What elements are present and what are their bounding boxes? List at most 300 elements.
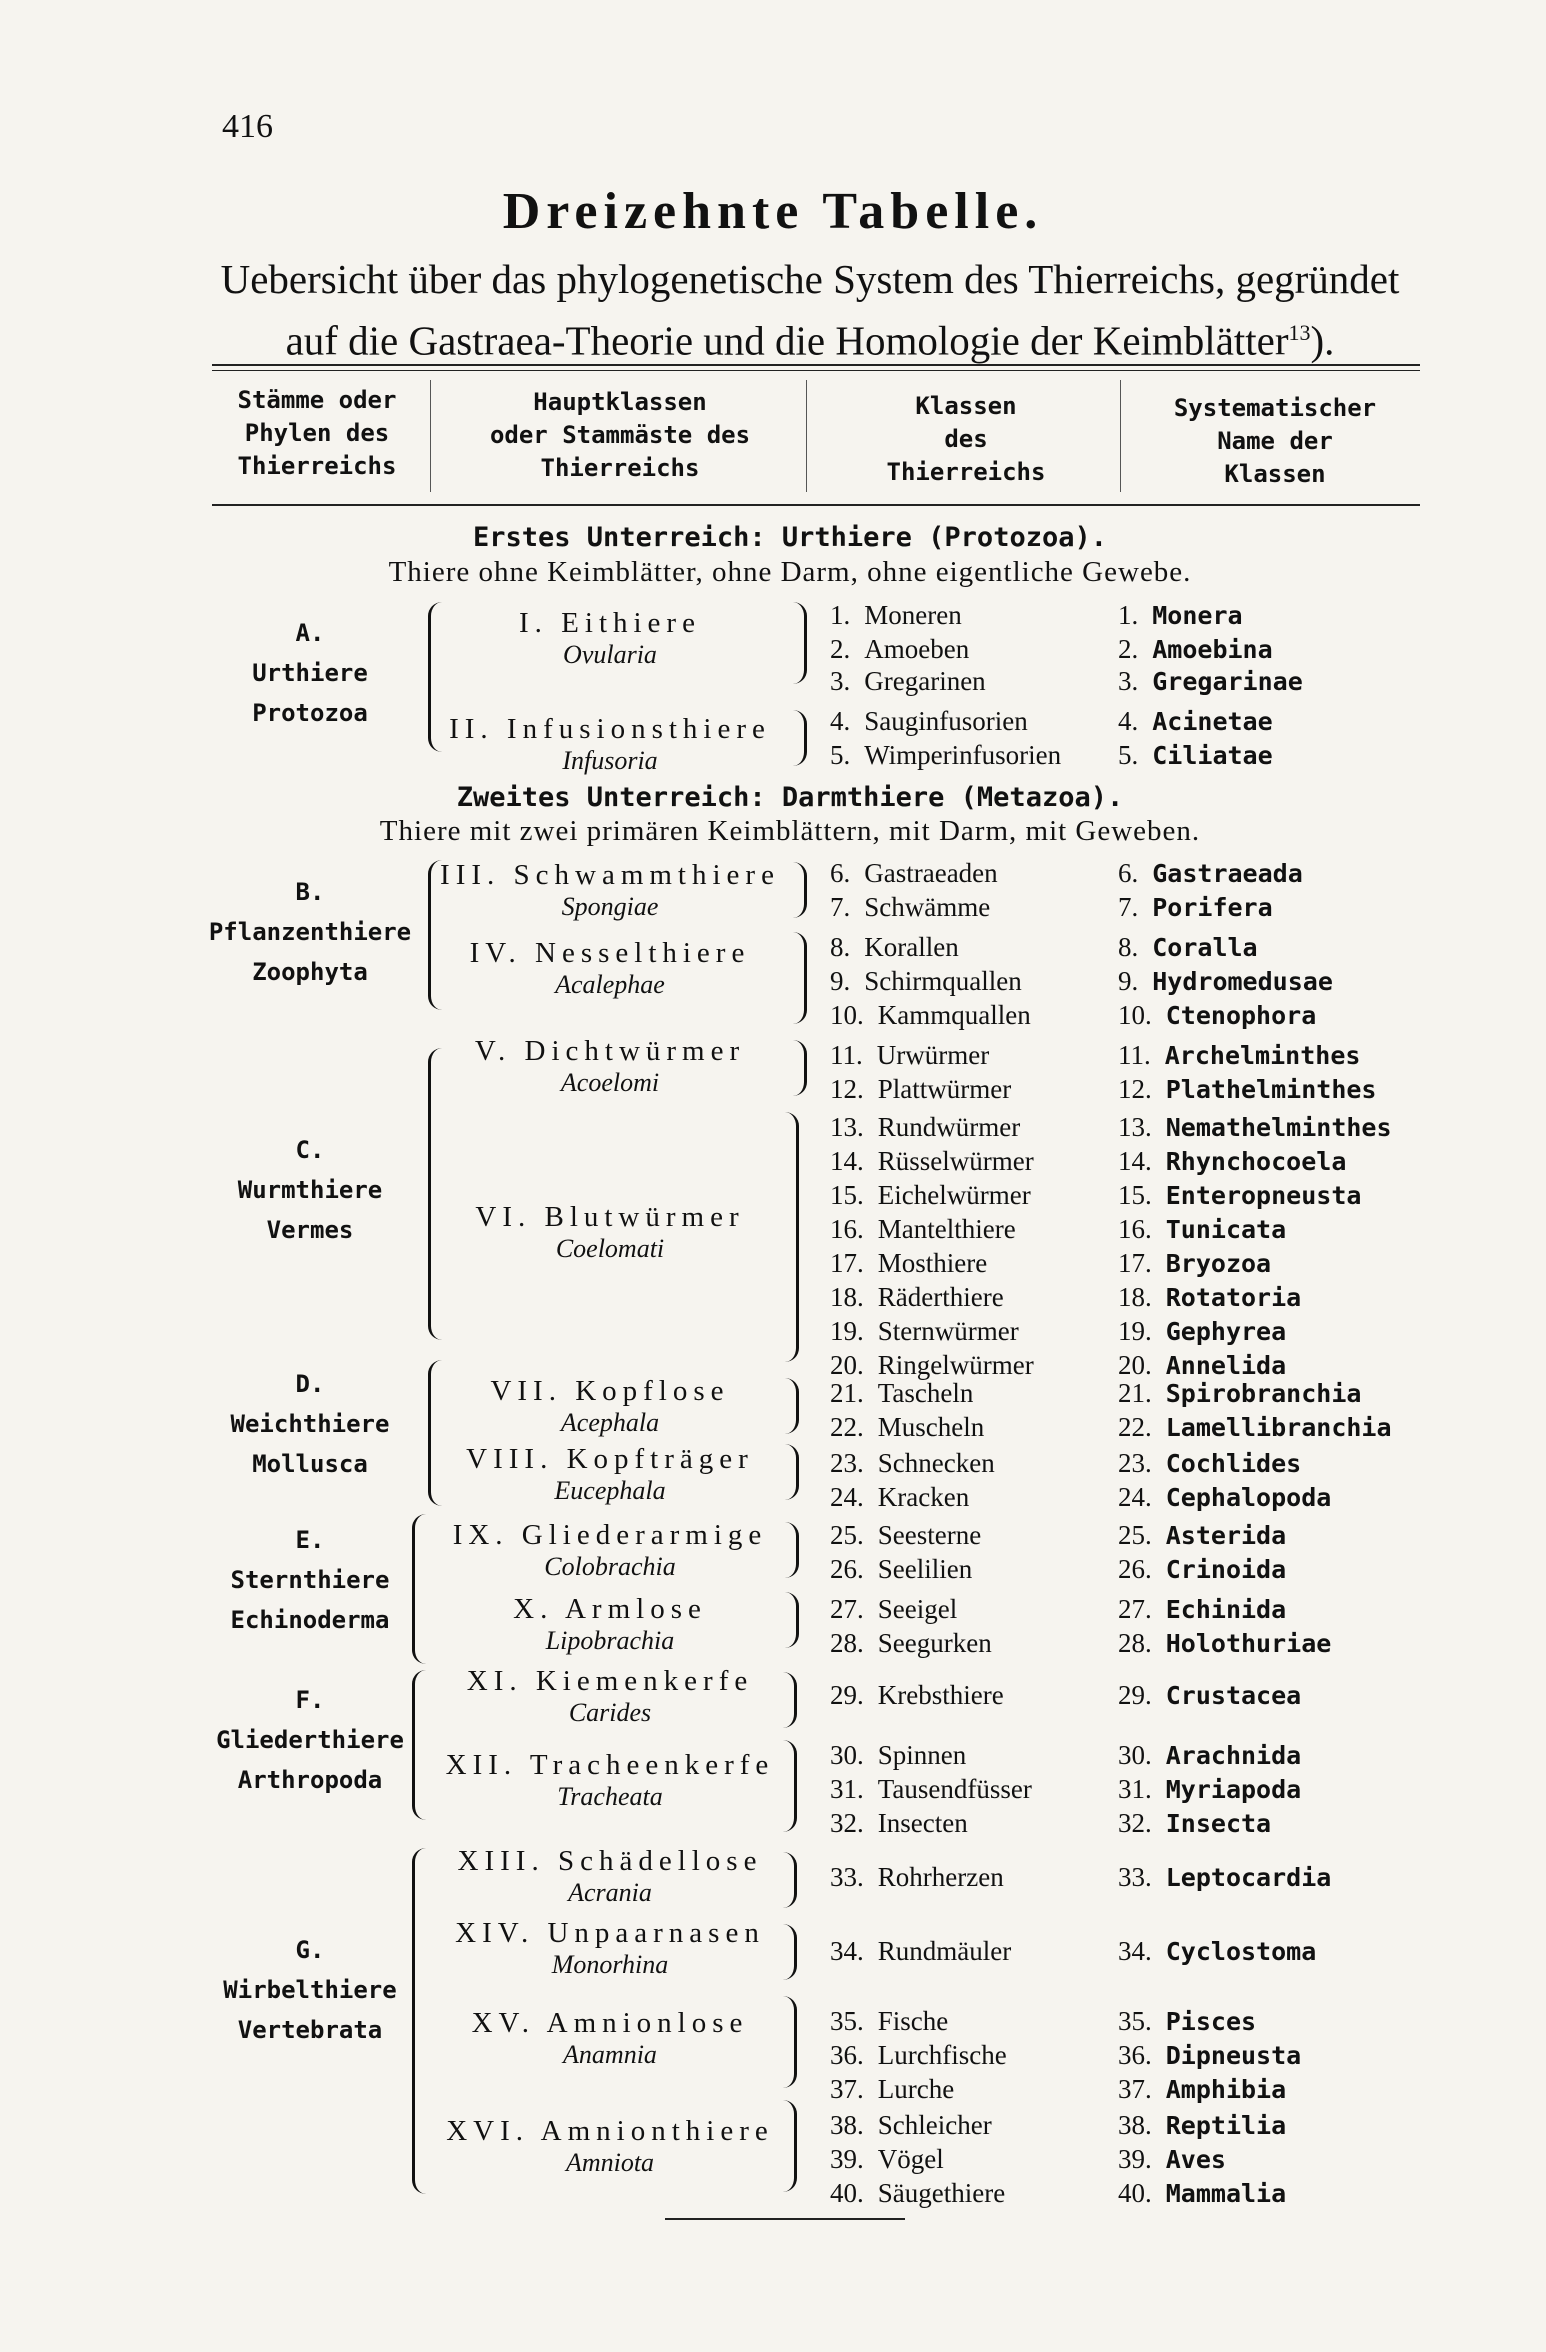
class-number: 36.	[830, 2040, 864, 2070]
class-number: 8.	[830, 932, 851, 962]
systematic-name: Spirobranchia	[1165, 1379, 1362, 1408]
class-row-35	[830, 2006, 948, 2037]
mainclass-latin: Amniota	[565, 2148, 655, 2177]
systematic-name: Insecta	[1165, 1809, 1272, 1838]
systematic-number: 4.	[1118, 706, 1139, 736]
systematic-name: Pisces	[1165, 2007, 1257, 2036]
systematic-name: Amoebina	[1152, 635, 1273, 664]
systematic-number: 2.	[1118, 634, 1139, 664]
class-number: 3.	[830, 666, 851, 696]
mainclass-2	[420, 712, 800, 776]
class-row-20	[830, 1350, 1034, 1381]
class-number: 19.	[830, 1316, 864, 1346]
class-number: 16.	[830, 1214, 864, 1244]
class-number: 11.	[830, 1040, 863, 1070]
class-row-39	[830, 2144, 944, 2175]
class-german-name: Wimperinfusorien	[864, 740, 1062, 770]
header-separator-2	[806, 380, 807, 492]
class-german-name: Lurche	[877, 2074, 955, 2104]
page-title: Dreizehnte Tabelle.	[502, 183, 1044, 240]
systematic-name: Aves	[1165, 2145, 1226, 2174]
mainclass-name: XII. Tracheenkerfe	[445, 1749, 775, 1781]
systematic-number: 26.	[1118, 1554, 1152, 1584]
systematic-number: 32.	[1118, 1808, 1152, 1838]
brace-class-34	[780, 1924, 797, 1980]
class-row-5	[830, 740, 1061, 771]
mainclass-name: I. Eithiere	[519, 607, 701, 639]
systematic-name: Arachnida	[1165, 1741, 1302, 1770]
class-number: 32.	[830, 1808, 864, 1838]
class-german-name: Vögel	[877, 2144, 944, 2174]
systematic-row-38	[1118, 2110, 1286, 2141]
class-german-name: Schwämme	[864, 892, 991, 922]
class-number: 27.	[830, 1594, 864, 1624]
systematic-number: 6.	[1118, 858, 1139, 888]
class-row-9	[830, 966, 1022, 997]
systematic-row-4	[1118, 706, 1273, 737]
class-number: 20.	[830, 1350, 864, 1380]
systematic-number: 11.	[1118, 1040, 1151, 1070]
class-german-name: Rundmäuler	[877, 1936, 1012, 1966]
class-row-21	[830, 1378, 973, 1409]
systematic-name: Hydromedusae	[1152, 967, 1333, 996]
systematic-number: 37.	[1118, 2074, 1152, 2104]
class-row-6	[830, 858, 998, 889]
class-number: 15.	[830, 1180, 864, 1210]
class-number: 34.	[830, 1936, 864, 1966]
systematic-name: Gregarinae	[1152, 667, 1303, 696]
systematic-name: Enteropneusta	[1165, 1181, 1362, 1210]
systematic-row-5	[1118, 740, 1273, 771]
class-german-name: Tausendfüsser	[877, 1774, 1032, 1804]
systematic-number: 36.	[1118, 2040, 1152, 2070]
phylum-g: G. Wirbelthiere Vertebrata	[223, 1936, 397, 2044]
class-row-16	[830, 1214, 1016, 1245]
subtitle-line-1: Uebersicht über das phylogenetische System des Thierreichs, gegründet	[220, 256, 1400, 302]
mainclass-8	[420, 1442, 800, 1506]
systematic-name: Acinetae	[1152, 707, 1273, 736]
class-number: 22.	[830, 1412, 864, 1442]
class-row-10	[830, 1000, 1031, 1031]
systematic-row-32	[1118, 1808, 1271, 1839]
section-title-protozoa: Erstes Unterreich: Urthiere (Protozoa).	[473, 522, 1107, 553]
systematic-row-18	[1118, 1282, 1301, 1313]
systematic-row-22	[1118, 1412, 1392, 1443]
class-german-name: Tascheln	[877, 1378, 974, 1408]
systematic-number: 30.	[1118, 1740, 1152, 1770]
page-number: 416	[222, 108, 273, 145]
class-number: 1.	[830, 600, 851, 630]
systematic-row-6	[1118, 858, 1303, 889]
class-german-name: Sternwürmer	[877, 1316, 1019, 1346]
systematic-name: Myriapoda	[1165, 1775, 1302, 1804]
systematic-number: 14.	[1118, 1146, 1152, 1176]
mainclass-latin: Carides	[568, 1698, 652, 1727]
class-german-name: Schleicher	[877, 2110, 992, 2140]
mainclass-name: VII. Kopflose	[490, 1375, 730, 1407]
mainclass-latin: Colobrachia	[544, 1552, 676, 1581]
systematic-name: Archelminthes	[1164, 1041, 1361, 1070]
systematic-row-20	[1118, 1350, 1286, 1381]
mainclass-name: XIV. Unpaarnasen	[455, 1917, 765, 1949]
systematic-number: 35.	[1118, 2006, 1152, 2036]
mainclass-name: X. Armlose	[513, 1593, 707, 1625]
class-number: 31.	[830, 1774, 864, 1804]
mainclass-latin: Eucephala	[554, 1476, 666, 1505]
systematic-row-14	[1118, 1146, 1346, 1177]
systematic-row-13	[1118, 1112, 1392, 1143]
phylum-b: B. Pflanzenthiere Zoophyta	[208, 878, 412, 986]
mainclass-name: XVI. Amnionthiere	[446, 2115, 774, 2147]
class-german-name: Korallen	[864, 932, 959, 962]
systematic-row-3	[1118, 666, 1303, 697]
systematic-name: Amphibia	[1165, 2075, 1287, 2104]
class-row-28	[830, 1628, 992, 1659]
class-german-name: Rüsselwürmer	[877, 1146, 1034, 1176]
class-number: 10.	[830, 1000, 864, 1030]
mainclass-name: VIII. Kopfträger	[466, 1443, 754, 1475]
systematic-number: 28.	[1118, 1628, 1152, 1658]
systematic-number: 13.	[1118, 1112, 1152, 1142]
phylum-c: C. Wurmthiere Vermes	[237, 1136, 383, 1244]
systematic-number: 12.	[1118, 1074, 1152, 1104]
class-number: 12.	[830, 1074, 864, 1104]
brace-classes-4-5	[790, 710, 807, 766]
class-row-29	[830, 1680, 1004, 1711]
mainclass-name: II. Infusionsthiere	[449, 713, 771, 745]
class-number: 13.	[830, 1112, 864, 1142]
systematic-row-8	[1118, 932, 1258, 963]
mainclass-latin: Lipobrachia	[545, 1626, 675, 1655]
systematic-name: Annelida	[1165, 1351, 1287, 1380]
class-number: 29.	[830, 1680, 864, 1710]
class-row-4	[830, 706, 1028, 737]
systematic-name: Gastraeada	[1152, 859, 1303, 888]
brace-classes-8-10	[790, 932, 807, 1024]
mainclass-16	[420, 2114, 800, 2178]
systematic-name: Ciliatae	[1152, 741, 1273, 770]
mainclass-name: IV. Nesselthiere	[469, 937, 751, 969]
systematic-number: 16.	[1118, 1214, 1152, 1244]
systematic-number: 10.	[1118, 1000, 1152, 1030]
class-german-name: Schirmquallen	[864, 966, 1022, 996]
systematic-name: Crinoida	[1165, 1555, 1287, 1584]
systematic-number: 29.	[1118, 1680, 1152, 1710]
class-row-34	[830, 1936, 1011, 1967]
class-number: 33.	[830, 1862, 864, 1892]
mainclass-6	[420, 1200, 800, 1264]
systematic-row-19	[1118, 1316, 1286, 1347]
class-german-name: Muscheln	[877, 1412, 985, 1442]
class-row-1	[830, 600, 962, 631]
class-number: 26.	[830, 1554, 864, 1584]
class-row-22	[830, 1412, 984, 1443]
brace-classes-13-20	[782, 1112, 799, 1362]
class-number: 24.	[830, 1482, 864, 1512]
class-german-name: Räderthiere	[877, 1282, 1004, 1312]
class-row-7	[830, 892, 990, 923]
class-row-38	[830, 2110, 992, 2141]
brace-classes-6-7	[790, 862, 807, 918]
class-german-name: Seegurken	[877, 1628, 992, 1658]
systematic-name: Bryozoa	[1165, 1249, 1272, 1278]
mainclass-latin: Acrania	[568, 1878, 652, 1907]
class-number: 5.	[830, 740, 851, 770]
brace-classes-35-37	[780, 1996, 797, 2088]
systematic-number: 3.	[1118, 666, 1139, 696]
class-row-25	[830, 1520, 981, 1551]
brace-class-33	[780, 1852, 797, 1908]
class-row-14	[830, 1146, 1034, 1177]
systematic-name: Lamellibranchia	[1165, 1413, 1392, 1442]
class-german-name: Seeigel	[877, 1594, 958, 1624]
systematic-name: Cephalopoda	[1165, 1483, 1332, 1512]
class-row-3	[830, 666, 986, 697]
systematic-row-1	[1118, 600, 1243, 631]
systematic-number: 31.	[1118, 1774, 1152, 1804]
header-top-rule-2	[212, 370, 1420, 371]
class-row-36	[830, 2040, 1007, 2071]
mainclass-latin: Tracheata	[557, 1782, 663, 1811]
class-german-name: Fische	[877, 2006, 949, 2036]
mainclass-latin: Ovularia	[563, 640, 657, 669]
systematic-row-36	[1118, 2040, 1301, 2071]
systematic-row-33	[1118, 1862, 1331, 1893]
class-number: 7.	[830, 892, 851, 922]
class-row-18	[830, 1282, 1004, 1313]
systematic-number: 34.	[1118, 1936, 1152, 1966]
class-german-name: Sauginfusorien	[864, 706, 1028, 736]
class-german-name: Spinnen	[877, 1740, 967, 1770]
class-number: 23.	[830, 1448, 864, 1478]
systematic-number: 9.	[1118, 966, 1139, 996]
class-german-name: Lurchfische	[877, 2040, 1007, 2070]
systematic-name: Monera	[1152, 601, 1243, 630]
class-number: 4.	[830, 706, 851, 736]
systematic-row-27	[1118, 1594, 1286, 1625]
systematic-number: 27.	[1118, 1594, 1152, 1624]
mainclass-latin: Infusoria	[562, 746, 658, 775]
mainclass-latin: Coelomati	[555, 1234, 665, 1263]
class-number: 30.	[830, 1740, 864, 1770]
systematic-name: Gephyrea	[1165, 1317, 1287, 1346]
class-row-12	[830, 1074, 1011, 1105]
class-row-11	[830, 1040, 989, 1071]
systematic-row-29	[1118, 1680, 1301, 1711]
systematic-row-28	[1118, 1628, 1331, 1659]
mainclass-3	[420, 858, 800, 922]
class-german-name: Plattwürmer	[877, 1074, 1012, 1104]
class-number: 40.	[830, 2178, 864, 2208]
mainclass-4	[420, 936, 800, 1000]
systematic-number: 8.	[1118, 932, 1139, 962]
class-row-40	[830, 2178, 1005, 2209]
phylum-e: E. Sternthiere Echinoderma	[230, 1526, 390, 1634]
class-number: 37.	[830, 2074, 864, 2104]
class-row-26	[830, 1554, 972, 1585]
brace-classes-1-3	[790, 602, 807, 684]
systematic-name: Asterida	[1165, 1521, 1287, 1550]
class-row-8	[830, 932, 959, 963]
class-row-24	[830, 1482, 969, 1513]
systematic-name: Holothuriae	[1165, 1629, 1332, 1658]
mainclass-latin: Monorhina	[551, 1950, 669, 1979]
class-number: 25.	[830, 1520, 864, 1550]
class-row-32	[830, 1808, 968, 1839]
systematic-row-11	[1118, 1040, 1360, 1071]
brace-classes-30-32	[780, 1740, 797, 1832]
footnote-ref: 13	[1288, 320, 1311, 345]
class-german-name: Amoeben	[864, 634, 970, 664]
systematic-number: 7.	[1118, 892, 1139, 922]
systematic-number: 18.	[1118, 1282, 1152, 1312]
section-subtitle-metazoa: Thiere mit zwei primären Keimblättern, mit Darm, mit Geweben.	[379, 815, 1201, 847]
systematic-number: 33.	[1118, 1862, 1152, 1892]
header-col-class: Klassen des Thierreichs	[886, 392, 1046, 486]
class-row-27	[830, 1594, 957, 1625]
class-number: 6.	[830, 858, 851, 888]
class-german-name: Krebsthiere	[877, 1680, 1004, 1710]
systematic-name: Cochlides	[1165, 1449, 1302, 1478]
systematic-row-24	[1118, 1482, 1331, 1513]
systematic-number: 21.	[1118, 1378, 1152, 1408]
mainclass-latin: Anamnia	[563, 2040, 657, 2069]
phylum-f: F. Gliederthiere Arthropoda	[216, 1686, 404, 1794]
class-german-name: Moneren	[864, 600, 962, 630]
systematic-name: Reptilia	[1165, 2111, 1287, 2140]
systematic-number: 40.	[1118, 2178, 1152, 2208]
class-german-name: Seelilien	[877, 1554, 973, 1584]
class-german-name: Mosthiere	[877, 1248, 988, 1278]
header-bottom-rule	[212, 504, 1420, 506]
systematic-number: 20.	[1118, 1350, 1152, 1380]
class-number: 35.	[830, 2006, 864, 2036]
class-row-23	[830, 1448, 995, 1479]
mainclass-5	[420, 1034, 800, 1098]
header-separator-1	[430, 380, 431, 492]
systematic-number: 38.	[1118, 2110, 1152, 2140]
systematic-name: Rotatoria	[1165, 1283, 1302, 1312]
systematic-row-2	[1118, 634, 1273, 665]
class-number: 21.	[830, 1378, 864, 1408]
class-german-name: Kammquallen	[877, 1000, 1031, 1030]
mainclass-name: VI. Blutwürmer	[475, 1201, 745, 1233]
class-german-name: Gregarinen	[864, 666, 986, 696]
systematic-row-26	[1118, 1554, 1286, 1585]
mainclass-name: III. Schwammthiere	[440, 859, 780, 891]
section-subtitle-protozoa: Thiere ohne Keimblätter, ohne Darm, ohne eigentliche Gewebe.	[388, 556, 1192, 588]
class-german-name: Säugethiere	[877, 2178, 1006, 2208]
class-number: 9.	[830, 966, 851, 996]
brace-classes-27-28	[782, 1592, 799, 1648]
header-top-rule	[212, 364, 1420, 366]
systematic-row-39	[1118, 2144, 1226, 2175]
systematic-name: Dipneusta	[1165, 2041, 1302, 2070]
class-german-name: Seesterne	[877, 1520, 982, 1550]
brace-classes-38-40	[780, 2100, 797, 2192]
header-col-mainclass: Hauptklassen oder Stammäste des Thierreichs	[489, 388, 751, 482]
mainclass-12	[420, 1748, 800, 1812]
mainclass-15	[420, 2006, 800, 2070]
mainclass-name: V. Dichtwürmer	[474, 1035, 746, 1067]
systematic-name: Mammalia	[1165, 2179, 1287, 2208]
bottom-rule	[665, 2218, 905, 2220]
mainclass-10	[420, 1592, 800, 1656]
class-row-19	[830, 1316, 1019, 1347]
class-number: 38.	[830, 2110, 864, 2140]
section-title-metazoa: Zweites Unterreich: Darmthiere (Metazoa).	[456, 782, 1124, 813]
systematic-row-37	[1118, 2074, 1286, 2105]
systematic-row-30	[1118, 1740, 1301, 1771]
mainclass-latin: Acephala	[560, 1408, 660, 1437]
systematic-name: Crustacea	[1165, 1681, 1302, 1710]
class-number: 18.	[830, 1282, 864, 1312]
class-number: 39.	[830, 2144, 864, 2174]
class-german-name: Gastraeaden	[864, 858, 998, 888]
systematic-row-17	[1118, 1248, 1271, 1279]
class-german-name: Ringelwürmer	[877, 1350, 1034, 1380]
class-row-13	[830, 1112, 1020, 1143]
systematic-row-15	[1118, 1180, 1361, 1211]
brace-classes-23-24	[782, 1444, 799, 1500]
class-german-name: Rohrherzen	[877, 1862, 1004, 1892]
systematic-number: 19.	[1118, 1316, 1152, 1346]
systematic-row-12	[1118, 1074, 1376, 1105]
header-col-phylum: Stämme oder Phylen des Thierreichs	[237, 386, 397, 480]
class-row-37	[830, 2074, 954, 2105]
mainclass-1	[420, 606, 800, 670]
systematic-row-10	[1118, 1000, 1316, 1031]
class-german-name: Schnecken	[877, 1448, 995, 1478]
systematic-name: Echinida	[1165, 1595, 1287, 1624]
systematic-row-31	[1118, 1774, 1301, 1805]
brace-classes-11-12	[790, 1040, 807, 1096]
systematic-number: 15.	[1118, 1180, 1152, 1210]
header-separator-3	[1120, 380, 1121, 492]
mainclass-name: XV. Amnionlose	[471, 2007, 749, 2039]
systematic-name: Tunicata	[1165, 1215, 1287, 1244]
class-german-name: Mantelthiere	[877, 1214, 1016, 1244]
systematic-name: Ctenophora	[1165, 1001, 1317, 1030]
class-row-17	[830, 1248, 987, 1279]
systematic-name: Leptocardia	[1165, 1863, 1332, 1892]
systematic-number: 24.	[1118, 1482, 1152, 1512]
systematic-row-7	[1118, 892, 1273, 923]
brace-class-29	[780, 1672, 797, 1728]
mainclass-name: XIII. Schädellose	[457, 1845, 763, 1877]
class-row-31	[830, 1774, 1032, 1805]
class-number: 14.	[830, 1146, 864, 1176]
brace-classes-25-26	[782, 1522, 799, 1578]
mainclass-13	[420, 1844, 800, 1908]
mainclass-14	[420, 1916, 800, 1980]
systematic-row-21	[1118, 1378, 1361, 1409]
systematic-name: Porifera	[1152, 893, 1273, 922]
systematic-number: 5.	[1118, 740, 1139, 770]
systematic-number: 17.	[1118, 1248, 1152, 1278]
class-row-2	[830, 634, 969, 665]
systematic-row-23	[1118, 1448, 1301, 1479]
class-german-name: Rundwürmer	[877, 1112, 1021, 1142]
class-number: 28.	[830, 1628, 864, 1658]
subtitle-line-2: auf die Gastraea-Theorie und die Homologie der Keimblätter$^{13}$).	[285, 317, 1335, 364]
class-number: 17.	[830, 1248, 864, 1278]
systematic-row-35	[1118, 2006, 1256, 2037]
mainclass-latin: Spongiae	[561, 892, 659, 921]
class-number: 2.	[830, 634, 851, 664]
class-row-30	[830, 1740, 966, 1771]
class-german-name: Urwürmer	[876, 1040, 990, 1070]
